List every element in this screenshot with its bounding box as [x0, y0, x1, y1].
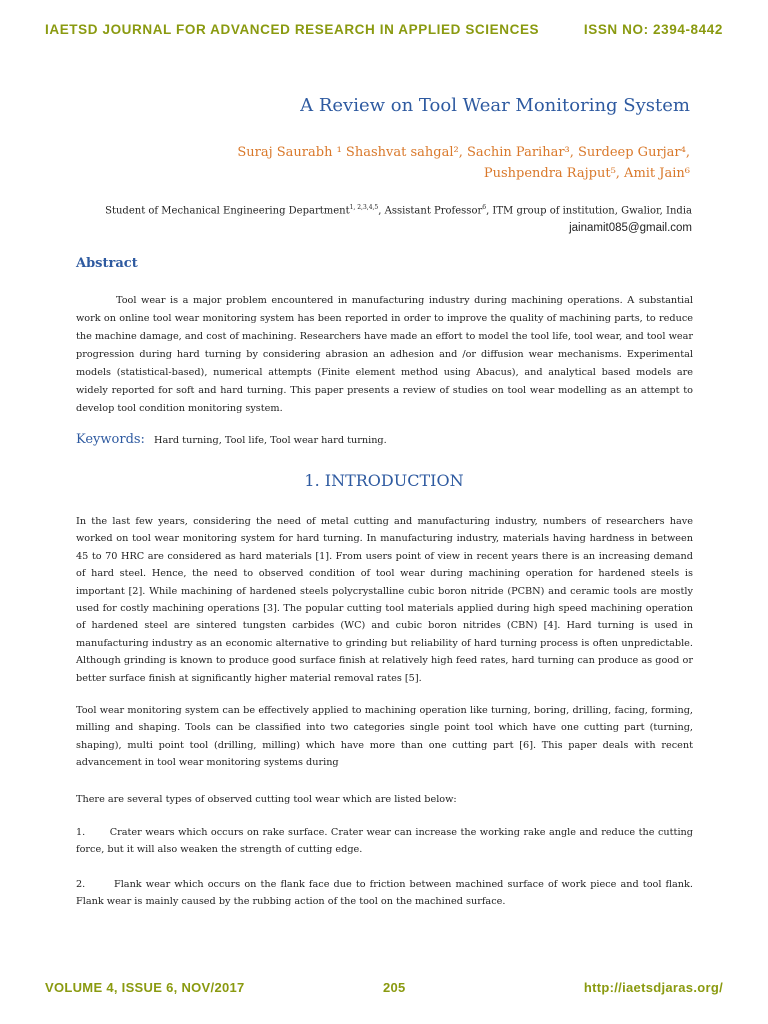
journal-url[interactable]: http://iaetsdjaras.org/ [583, 980, 723, 995]
keywords-text: Hard turning, Tool life, Tool wear hard turning. [154, 435, 387, 446]
list-item-crater-wear [76, 824, 693, 859]
intro-paragraph-1: In the last few years, considering the need of metal cutting and manufacturing industry, numbers of researchers have worked on tool wear monitoring system for hard turning. In manufacturing industry, materials having hardness in between 45 to 70 HRC are considered as hard materials [1]. From users point of view in recent years there is an increasing demand of hard steel. Hence, the need to observed condition of tool wear during machining operation for hardened steels is important [2]. While machining of hardened steels polycrystalline cubic boron nitride (PCBN) and ceramic tools are mostly used for costly machining operations [3]. The popular cutting tool materials applied during high speed machining operation of hardened steel are sintered tungsten carbides (WC) and cubic boron nitrides (CBN) [4]. Hard turning is used in manufacturing industry as an economic alternative to grinding but reliability of hard turning process is often unpredictable. Although grinding is known to produce good surface finish at relatively high feed rates, hard turning can produce as good or better surface finish at significantly higher material removal rates [5]. [76, 516, 693, 684]
list-number-1: 1. [76, 827, 86, 838]
affiliation [105, 204, 692, 216]
introduction-heading: 1. INTRODUCTION [304, 471, 464, 490]
affiliation-sup-students: 1, 2,3,4,5 [349, 204, 379, 211]
intro-paragraph-2: Tool wear monitoring system can be effectively applied to machining operation like turning, boring, drilling, facing, forming, milling and shaping. Tools can be classified into two categories single point tool which have one cutting part (turning, shaping), multi point tool (drilling, milling) which have more than one cutting part [6]. This paper deals with recent advancement in tool wear monitoring systems during [76, 705, 693, 769]
keywords [76, 432, 387, 447]
list-text-2: Flank wear which occurs on the flank face due to friction between machined surface of work piece and tool flank. Flank wear is mainly caused by the rubbing action of the tool on the machined surface. [76, 879, 693, 908]
running-header [45, 22, 723, 37]
list-number-2: 2. [76, 879, 86, 890]
abstract-heading: Abstract [76, 256, 138, 271]
author-list [170, 142, 690, 184]
journal-name: IAETSD JOURNAL FOR ADVANCED RESEARCH IN APPLIED SCIENCES [45, 22, 540, 37]
abstract-body: Tool wear is a major problem encountered in manufacturing industry during machining operations. A substantial work on online tool wear monitoring system has been reported in order to improve the quality of machining parts, to reduce the machine damage, and cost of machining. Researchers have made an effort to model the tool life, tool wear, and tool wear progression during hard turning by considering abrasion an adhesion and /or diffusion wear mechanisms. Experimental models (statistical-based), numerical attempts (Finite element method using Abacus), and analytical based models are widely reported for soft and hard turning. This paper presents a review of studies on tool wear modelling as an attempt to develop tool condition monitoring system. [76, 295, 693, 414]
author-line-2: Pushpendra Rajput⁵, Amit Jain⁶ [483, 166, 690, 181]
affiliation-role: , Assistant Professor [378, 205, 483, 217]
volume-info: VOLUME 4, ISSUE 6, NOV/2017 [45, 980, 245, 995]
affiliation-sup-professor: 6 [482, 204, 487, 211]
affiliation-dept: Student of Mechanical Engineering Department [105, 205, 350, 217]
abstract-text [76, 292, 693, 418]
issn-number: ISSN NO: 2394-8442 [583, 22, 723, 37]
affiliation-institution: , ITM group of institution, Gwalior, India [486, 205, 692, 217]
paper-title: A Review on Tool Wear Monitoring System [300, 95, 690, 116]
contact-email[interactable]: jainamit085@gmail.com [569, 222, 692, 234]
list-text-1: Crater wears which occurs on rake surface. Crater wear can increase the working rake angle and reduce the cutting force, but it will also weaken the strength of cutting edge. [76, 827, 693, 856]
intro-paragraph-3: There are several types of observed cutting tool wear which are listed below: [76, 794, 457, 805]
author-line-1: Suraj Saurabh ¹ Shashvat sahgal², Sachin Parihar³, Surdeep Gurjar⁴, [237, 145, 690, 160]
keywords-label: Keywords: [76, 432, 145, 447]
list-item-flank-wear [76, 876, 693, 911]
page-number: 205 [382, 980, 406, 995]
running-footer [45, 980, 723, 995]
